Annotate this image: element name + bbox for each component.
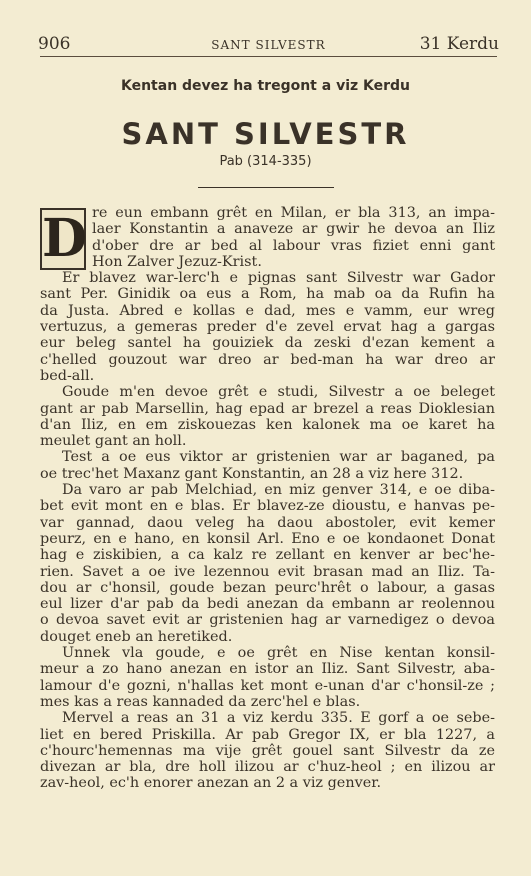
text-line: d'an Iliz, en em ziskouezas ken kalonek ma oe karet ha [40,416,495,433]
text-line: rien. Savet a oe ive lezennou evit brasan mad an Iliz. Ta- [40,563,495,580]
running-header [38,34,499,56]
header-rule [40,56,497,57]
running-title: SANT SILVESTR [211,38,326,52]
text-line: bed-all. [40,367,95,384]
text-line: Unnek vla goude, e oe grêt en Nise kentan konsil- [62,645,495,662]
text-line: lamour d'e gozni, n'hallas ket mont e-unan d'ar c'honsil-ze ; [40,677,495,694]
text-line: var gannad, daou veleg ha daou abostoler, evit kemer [40,514,495,531]
text-line: eur beleg santel ha gouiziek da zeski d'ezan kement a [40,335,495,352]
text-line: douget eneb an heretiked. [40,628,233,645]
text-line: laer Konstantin a anaveze ar gwir he devoa an Iliz [92,221,495,238]
text-line: Mervel a reas an 31 a viz kerdu 335. E gorf a oe sebe- [62,710,495,727]
text-line: meur a zo hano anezan en istor an Iliz. Sant Silvestr, aba- [40,661,495,678]
text-line: c'hourc'hemennas ma vije grêt gouel sant Silvestr da ze [40,742,495,759]
text-line: divezan ar bla, dre holl ilizou ar c'huz-heol ; en ilizou ar [40,759,495,776]
text-line: Test a oe eus viktor ar gristenien war ar baganed, pa [62,449,495,466]
text-line: liet en bered Priskilla. Ar pab Gregor IX, er bla 1227, a [40,726,495,743]
text-line: zav-heol, ec'h enorer anezan an 2 a viz genver. [40,775,382,792]
text-line: bet evit mont en e blas. Er blavez-ze dioustu, e hanvas pe- [40,498,495,515]
text-line: re eun embann grêt en Milan, er bla 313, an impa- [92,205,495,221]
text-line: eul lizer d'ar pab da bedi anezan da embann ar reolennou [40,596,495,613]
text-line: Goude m'en devoe grêt e studi, Silvestr a oe beleget [62,384,495,401]
drop-cap: D [42,208,88,269]
text-line: sant Per. Ginidik oa eus a Rom, ha mab oa da Rufin ha [40,286,495,303]
papacy-dates: Pab (314-335) [219,154,312,169]
text-line: gant ar pab Marsellin, hag epad ar brezel a reas Dioklesian [40,400,495,417]
text-line: da Justa. Abred e kollas e dad, mes e vamm, eur wreg [40,302,495,319]
saint-name-title: SANT SILVESTR [121,117,410,151]
text-line: Da varo ar pab Melchiad, en miz genver 314, e oe diba- [62,482,495,499]
text-line: o devoa savet evit ar gristenien hag ar varnedigez o devoa [40,612,495,629]
page-number: 906 [38,34,71,54]
text-line: d'ober dre ar bed al labour vras fiziet enni gant [92,237,495,254]
text-line: Hon Zalver Jezuz-Krist. [92,253,262,270]
text-line: dou ar c'honsil, goude bezan peurc'hrêt o labour, a gasas [40,579,495,596]
text-line: Er blavez war-lerc'h e pignas sant Silvestr war Gador [62,270,495,287]
text-line: mes kas a reas kannaded da zerc'hel e blas. [40,693,361,710]
text-line: peurz, en e hano, en konsil Arl. Eno e oe kondaonet Donat [40,530,495,547]
body-text [40,205,495,792]
header-date: 31 Kerdu [419,34,499,54]
title-separator [198,187,334,188]
text-line: hag e ziskibien, a ca kalz re zellant en kenver ar bec'he- [40,547,495,564]
text-line: c'helled gouzout war dreo ar bed-man ha war dreo ar [40,351,495,368]
text-line: vertuzus, a gemeras preder d'e zevel ervat hag a gargas [40,319,495,336]
text-line: oe trec'het Maxanz gant Konstantin, an 28 a viz here 312. [40,465,464,482]
text-line: meulet gant an holl. [40,433,187,450]
feast-day-heading: Kentan devez ha tregont a viz Kerdu [120,78,411,94]
